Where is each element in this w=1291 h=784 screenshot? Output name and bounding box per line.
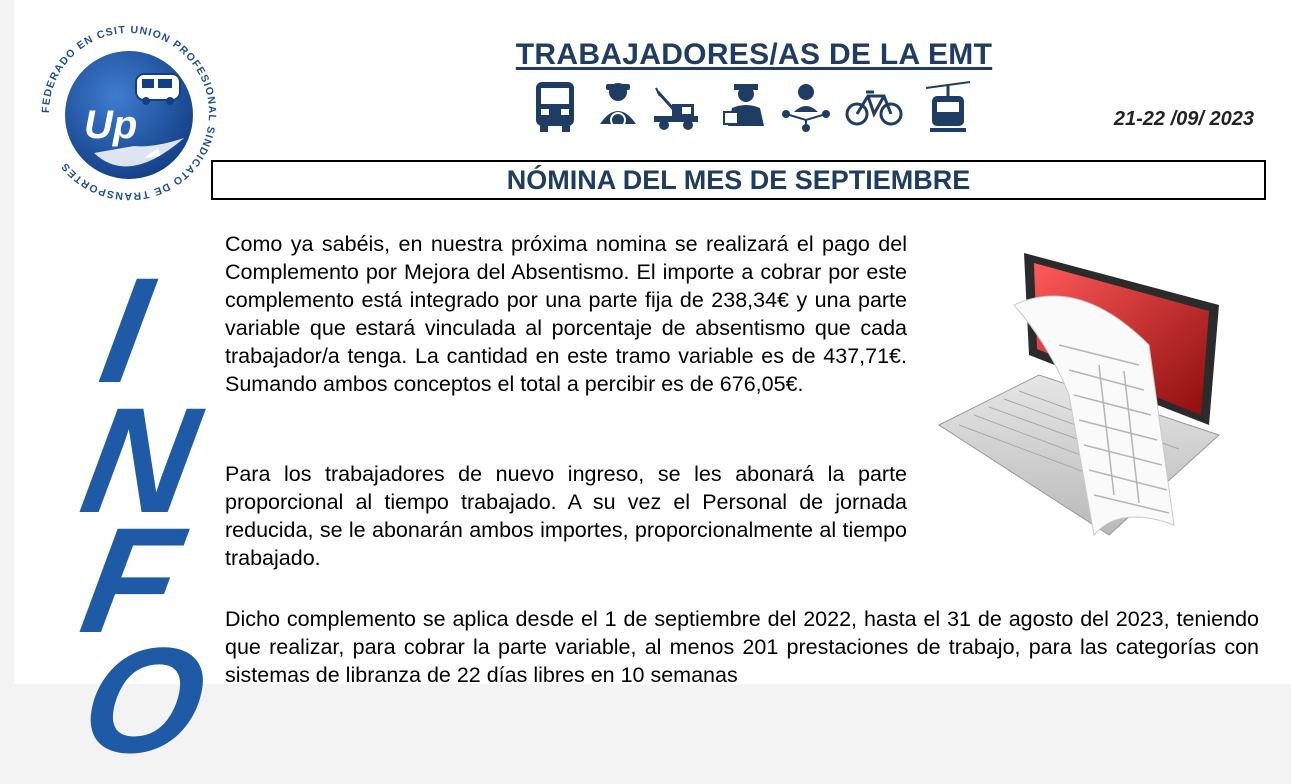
logo-bus-icon	[136, 74, 180, 105]
main-heading: TRABAJADORES/AS DE LA EMT	[515, 38, 993, 71]
date: 21-22 /09/ 2023	[1113, 108, 1254, 130]
paragraph-period: Dicho complemento se aplica desde el 1 de septiembre del 2022, hasta el 31 de agosto del 2023, teniendo que realizar, para cobrar la parte variable, al menos 201 prestaciones de trabajo, para las categorías con sistemas de libranza de 22 días libres en 10 semanas	[225, 607, 1259, 687]
tow-truck-icon	[654, 88, 698, 130]
paragraph-new-hires: Para los trabajadores de nuevo ingreso, se les abonará la parte proporcional al tiempo trabajado. A su vez el Personal de jornada reducida, se le abonarán ambos importes, proporcionalmente al tiempo trabajado.	[225, 462, 907, 570]
logo-letters: Up	[84, 103, 138, 147]
cable-car-icon	[926, 82, 970, 132]
union-logo	[34, 18, 224, 208]
transport-icons-row	[534, 80, 974, 134]
bus-icon	[536, 82, 574, 132]
info-letter-n: N	[71, 376, 210, 544]
driver-icon	[600, 83, 636, 127]
paragraph-absenteeism-complement: Como ya sabéis, en nuestra próxima nomina se realizará el pago del Complemento por Mejora del Absentismo. El importe a cobrar por este complemento está integrado por una parte fija de 238,34€ y una parte variable que estará vinculada al porcentaje de absentismo que cada trabajador/a tenga. La cantidad en este tramo variable es de 437,71€. Sumando ambos conceptos el total a percibir es de 676,05€.	[225, 232, 907, 396]
network-icon	[782, 84, 830, 132]
inspector-icon	[724, 84, 764, 126]
info-letter-f: F	[71, 496, 193, 664]
logo-ring-text: FEDERADO EN CSIT UNION PROFESIONAL SINDICATO DE TRANSPORTES	[39, 23, 219, 203]
payroll-laptop-illustration	[919, 235, 1239, 555]
document-page	[14, 0, 1291, 784]
bicycle-icon	[847, 92, 901, 124]
info-letter-i: I	[90, 246, 162, 414]
page-title: NÓMINA DEL MES DE SEPTIEMBRE	[211, 160, 1266, 200]
info-letter-o: O	[71, 616, 218, 784]
